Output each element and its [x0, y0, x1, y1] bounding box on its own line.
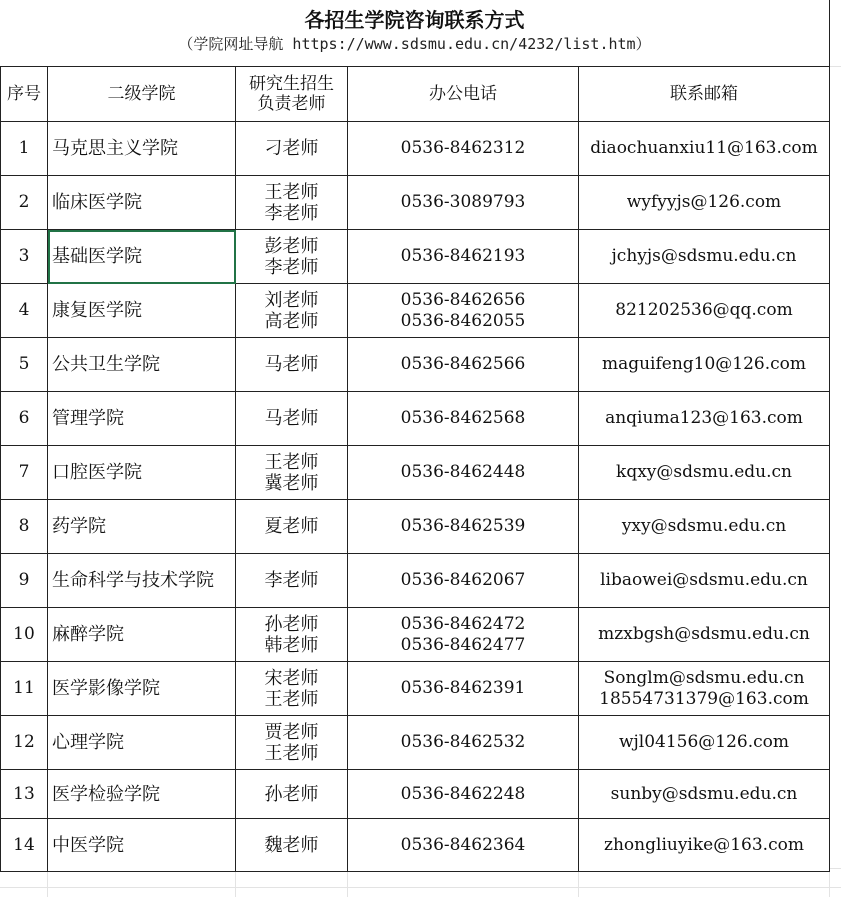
email-cell-line: 18554731379@163.com: [599, 688, 809, 709]
phone-cell[interactable]: [348, 554, 579, 608]
phone-cell[interactable]: [348, 176, 579, 230]
phone-cell[interactable]: [348, 122, 579, 176]
phone-cell[interactable]: [348, 230, 579, 284]
table-row: [1, 770, 830, 819]
email-cell-line: anqiuma123@163.com: [605, 408, 803, 428]
table-row: [1, 500, 830, 554]
email-cell-line: wjl04156@126.com: [618, 732, 790, 752]
phone-cell-line: 0536-8462248: [400, 783, 526, 804]
email-cell-line: maguifeng10@126.com: [601, 354, 807, 374]
email-cell-line: kqxy@sdsmu.edu.cn: [616, 462, 792, 482]
phone-cell-line: 0536-8462532: [400, 732, 526, 752]
phone-cell[interactable]: [348, 446, 579, 500]
header-email[interactable]: 联系邮箱: [579, 67, 830, 122]
email-cell[interactable]: [579, 446, 830, 500]
school-name-cell[interactable]: 麻醉学院: [48, 608, 236, 662]
phone-cell[interactable]: [348, 500, 579, 554]
email-cell[interactable]: [579, 392, 830, 446]
table-row: [1, 819, 830, 872]
phone-cell-line: 0536-8462193: [400, 246, 526, 266]
school-name-cell[interactable]: 医学检验学院: [48, 770, 236, 819]
phone-cell-line: 0536-8462539: [400, 516, 526, 536]
teacher-cell-line: 孙老师: [264, 613, 319, 635]
teacher-cell-line: 彭老师: [264, 235, 319, 257]
email-cell-line: yxy@sdsmu.edu.cn: [621, 516, 787, 536]
email-cell-line: diaochuanxiu11@163.com: [590, 138, 818, 158]
email-cell[interactable]: [579, 284, 830, 338]
header-school[interactable]: 二级学院: [48, 67, 236, 122]
email-cell[interactable]: [579, 554, 830, 608]
email-cell[interactable]: [579, 662, 830, 716]
phone-cell-line: 0536-8462391: [400, 678, 526, 698]
email-cell[interactable]: [579, 716, 830, 770]
page-title: 各招生学院咨询联系方式: [304, 8, 525, 32]
teacher-cell[interactable]: [236, 230, 348, 284]
email-cell[interactable]: [579, 122, 830, 176]
teacher-cell-line: 马老师: [264, 354, 319, 375]
phone-cell-line: 0536-3089793: [400, 192, 526, 212]
phone-cell-line: 0536-8462055: [400, 310, 526, 331]
phone-cell-line: 0536-8462477: [400, 634, 526, 655]
email-cell[interactable]: [579, 176, 830, 230]
teacher-cell[interactable]: [236, 500, 348, 554]
row-number-cell[interactable]: 3: [1, 230, 48, 284]
email-cell[interactable]: [579, 770, 830, 819]
teacher-cell-line: 王老师: [264, 451, 319, 473]
email-cell[interactable]: [579, 608, 830, 662]
email-cell-line: 821202536@qq.com: [615, 300, 793, 320]
phone-cell[interactable]: [348, 819, 579, 872]
phone-cell[interactable]: [348, 662, 579, 716]
school-name-cell[interactable]: 康复医学院: [48, 284, 236, 338]
phone-cell[interactable]: [348, 392, 579, 446]
header-phone[interactable]: 办公电话: [348, 67, 579, 122]
row-number-cell[interactable]: 13: [1, 770, 48, 819]
email-cell-line: libaowei@sdsmu.edu.cn: [600, 570, 808, 590]
table-row: [1, 284, 830, 338]
teacher-cell-line: 李老师: [264, 202, 319, 224]
phone-cell[interactable]: [348, 608, 579, 662]
school-name-cell[interactable]: 医学影像学院: [48, 662, 236, 716]
phone-cell[interactable]: [348, 716, 579, 770]
school-name-cell[interactable]: 临床医学院: [48, 176, 236, 230]
phone-cell[interactable]: [348, 770, 579, 819]
teacher-cell-line: 王老师: [264, 688, 319, 710]
email-cell-line: mzxbgsh@sdsmu.edu.cn: [598, 624, 810, 644]
teacher-cell-line: 王老师: [264, 742, 319, 764]
table-row: [1, 338, 830, 392]
teacher-cell-line: 夏老师: [264, 516, 319, 537]
teacher-cell-line: 李老师: [264, 256, 319, 278]
teacher-cell[interactable]: [236, 284, 348, 338]
email-cell[interactable]: [579, 819, 830, 872]
school-name-cell[interactable]: 公共卫生学院: [48, 338, 236, 392]
school-name-cell[interactable]: 心理学院: [48, 716, 236, 770]
school-name-cell[interactable]: 中医学院: [48, 819, 236, 872]
phone-cell-line: 0536-8462067: [400, 570, 526, 590]
table-row: [1, 230, 830, 284]
row-number-cell[interactable]: 5: [1, 338, 48, 392]
teacher-cell-line: 刁老师: [264, 138, 319, 159]
contacts-table: [0, 66, 830, 872]
email-cell-line: zhongliuyike@163.com: [604, 834, 804, 855]
teacher-cell-line: 魏老师: [264, 834, 319, 856]
teacher-cell[interactable]: [236, 392, 348, 446]
row-number-cell[interactable]: 12: [1, 716, 48, 770]
table-row: [1, 176, 830, 230]
phone-cell[interactable]: [348, 338, 579, 392]
teacher-cell[interactable]: [236, 554, 348, 608]
email-cell-line: sunby@sdsmu.edu.cn: [610, 783, 798, 804]
email-cell[interactable]: [579, 230, 830, 284]
phone-cell-line: 0536-8462472: [400, 613, 526, 634]
header-teacher-line2: 负责老师: [257, 94, 326, 114]
header-teacher-line1: 研究生招生: [249, 74, 334, 94]
gridline: [0, 887, 841, 888]
school-name-cell[interactable]: 药学院: [48, 500, 236, 554]
header-row: [1, 67, 830, 122]
school-name-cell[interactable]: 口腔医学院: [48, 446, 236, 500]
teacher-cell[interactable]: [236, 662, 348, 716]
school-name-cell[interactable]: 生命科学与技术学院: [48, 554, 236, 608]
row-number-cell[interactable]: 9: [1, 554, 48, 608]
row-number-cell[interactable]: 6: [1, 392, 48, 446]
phone-cell-line: 0536-8462568: [400, 408, 526, 428]
phone-cell-line: 0536-8462312: [400, 138, 526, 158]
teacher-cell-line: 刘老师: [264, 289, 319, 311]
teacher-cell[interactable]: [236, 770, 348, 819]
teacher-cell-line: 韩老师: [264, 634, 319, 656]
table-row: [1, 608, 830, 662]
title-area[interactable]: [0, 0, 830, 66]
email-cell[interactable]: [579, 500, 830, 554]
teacher-cell[interactable]: [236, 338, 348, 392]
teacher-cell-line: 王老师: [264, 181, 319, 203]
row-number-cell[interactable]: 14: [1, 819, 48, 872]
email-cell-line: jchyjs@sdsmu.edu.cn: [611, 246, 797, 266]
teacher-cell-line: 冀老师: [264, 472, 319, 494]
header-no[interactable]: 序号: [1, 67, 48, 122]
row-number-cell[interactable]: 1: [1, 122, 48, 176]
phone-cell-line: 0536-8462656: [400, 289, 526, 310]
table-row: [1, 122, 830, 176]
row-number-cell[interactable]: 4: [1, 284, 48, 338]
phone-cell-line: 0536-8462364: [400, 834, 526, 855]
phone-cell[interactable]: [348, 284, 579, 338]
row-number-cell[interactable]: 8: [1, 500, 48, 554]
school-name-cell[interactable]: 基础医学院: [48, 230, 236, 284]
row-number-cell[interactable]: 2: [1, 176, 48, 230]
teacher-cell-line: 宋老师: [264, 667, 319, 689]
teacher-cell-line: 李老师: [264, 570, 319, 591]
school-name-cell[interactable]: 马克思主义学院: [48, 122, 236, 176]
teacher-cell[interactable]: [236, 608, 348, 662]
header-teacher[interactable]: [236, 67, 348, 122]
phone-cell-line: 0536-8462566: [400, 354, 526, 374]
teacher-cell[interactable]: [236, 176, 348, 230]
email-cell-line: Songlm@sdsmu.edu.cn: [603, 667, 805, 688]
teacher-cell[interactable]: [236, 716, 348, 770]
teacher-cell[interactable]: [236, 446, 348, 500]
email-cell-line: wyfyyjs@126.com: [626, 192, 782, 212]
table-row: [1, 554, 830, 608]
table-row: [1, 392, 830, 446]
table-row: [1, 446, 830, 500]
school-name-cell[interactable]: 管理学院: [48, 392, 236, 446]
table-row: [1, 662, 830, 716]
row-number-cell[interactable]: 10: [1, 608, 48, 662]
teacher-cell[interactable]: [236, 819, 348, 872]
phone-cell-line: 0536-8462448: [400, 462, 526, 482]
teacher-cell[interactable]: [236, 122, 348, 176]
email-cell[interactable]: [579, 338, 830, 392]
row-number-cell[interactable]: 11: [1, 662, 48, 716]
teacher-cell-line: 高老师: [264, 310, 319, 332]
teacher-cell-line: 贾老师: [264, 721, 319, 743]
page-subtitle: （学院网址导航 https://www.sdsmu.edu.cn/4232/list.htm）: [178, 35, 651, 53]
teacher-cell-line: 孙老师: [264, 783, 319, 805]
table-row: [1, 716, 830, 770]
teacher-cell-line: 马老师: [264, 408, 319, 429]
row-number-cell[interactable]: 7: [1, 446, 48, 500]
